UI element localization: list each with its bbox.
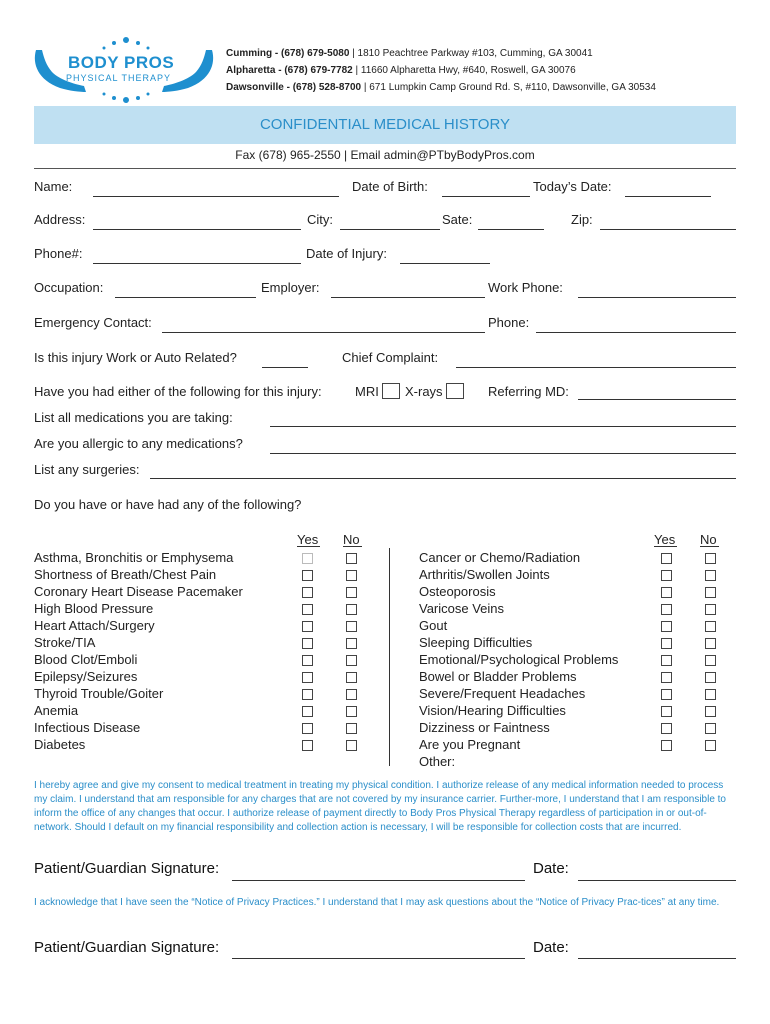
no-header-left: No xyxy=(343,532,360,547)
condition-label: Arthritis/Swollen Joints xyxy=(419,567,550,582)
signature-field-1[interactable] xyxy=(232,880,525,881)
condition-yes-checkbox[interactable] xyxy=(661,587,672,598)
occupation-field[interactable] xyxy=(115,297,256,298)
chief-complaint-field[interactable] xyxy=(456,367,736,368)
work-auto-field[interactable] xyxy=(262,367,308,368)
work-phone-label: Work Phone: xyxy=(488,280,563,295)
medications-label: List all medications you are taking: xyxy=(34,410,233,425)
condition-label: Sleeping Difficulties xyxy=(419,635,533,650)
location-address: 1810 Peachtree Parkway #103, Cumming, GA 30041 xyxy=(357,48,593,59)
yes-underline xyxy=(654,546,677,547)
condition-label: Asthma, Bronchitis or Emphysema xyxy=(34,550,234,565)
xrays-label: X-rays xyxy=(405,384,443,399)
condition-yes-checkbox[interactable] xyxy=(661,570,672,581)
referring-md-field[interactable] xyxy=(578,399,736,400)
name-label: Name: xyxy=(34,179,73,194)
location-address: 11660 Alpharetta Hwy, #640, Roswell, GA 30076 xyxy=(360,65,576,76)
location-phone: (678) 528-8700 xyxy=(292,82,362,93)
conditions-question: Do you have or have had any of the following? xyxy=(34,497,302,512)
yes-underline xyxy=(297,546,320,547)
condition-yes-checkbox[interactable] xyxy=(661,740,672,751)
yes-header-left: Yes xyxy=(297,532,319,547)
signature-label-1: Patient/Guardian Signature: xyxy=(34,860,220,877)
condition-label: Thyroid Trouble/Goiter xyxy=(34,686,164,701)
logo-tagline: PHYSICAL THERAPY xyxy=(66,73,172,83)
condition-yes-checkbox[interactable] xyxy=(661,553,672,564)
state-label: Sate: xyxy=(442,212,473,227)
dob-label: Date of Birth: xyxy=(352,179,428,194)
emergency-phone-field[interactable] xyxy=(536,332,736,333)
condition-label: Cancer or Chemo/Radiation xyxy=(419,550,581,565)
phone-field[interactable] xyxy=(93,263,301,264)
condition-no-checkbox[interactable] xyxy=(705,723,716,734)
allergies-label: Are you allergic to any medications? xyxy=(34,436,243,451)
condition-no-checkbox[interactable] xyxy=(705,621,716,632)
zip-field[interactable] xyxy=(600,229,736,230)
condition-no-checkbox[interactable] xyxy=(346,638,357,649)
date-label-1: Date: xyxy=(533,860,569,877)
privacy-paragraph: I acknowledge that I have seen the “Notice of Privacy Practices.” I understand that I may ask questions about the “Notice of Privacy Prac-tices” at any time. xyxy=(34,897,720,908)
occupation-label: Occupation: xyxy=(34,280,104,295)
condition-label: Stroke/TIA xyxy=(34,635,96,650)
condition-yes-checkbox[interactable] xyxy=(661,604,672,615)
location-phone: (678) 679-7782 xyxy=(284,65,353,76)
condition-yes-checkbox[interactable] xyxy=(661,655,672,666)
date-of-injury-field[interactable] xyxy=(400,263,490,264)
employer-field[interactable] xyxy=(331,297,485,298)
condition-label: Shortness of Breath/Chest Pain xyxy=(34,567,217,582)
no-underline xyxy=(700,546,719,547)
emergency-phone-label: Phone: xyxy=(488,315,530,330)
condition-label: Severe/Frequent Headaches xyxy=(419,686,586,701)
date-label-2: Date: xyxy=(533,939,569,956)
condition-no-checkbox[interactable] xyxy=(705,706,716,717)
condition-no-checkbox[interactable] xyxy=(346,587,357,598)
condition-label: Varicose Veins xyxy=(419,601,505,616)
location-phone: (678) 679-5080 xyxy=(281,48,350,59)
work-phone-field[interactable] xyxy=(578,297,736,298)
condition-yes-checkbox[interactable] xyxy=(302,740,313,751)
referring-md-label: Referring MD: xyxy=(488,384,569,399)
xrays-checkbox[interactable] xyxy=(446,383,464,399)
dob-field[interactable] xyxy=(442,196,530,197)
condition-no-checkbox[interactable] xyxy=(705,672,716,683)
condition-no-checkbox[interactable] xyxy=(705,553,716,564)
imaging-question-label: Have you had either of the following for this injury: xyxy=(34,384,322,399)
page-title: CONFIDENTIAL MEDICAL HISTORY xyxy=(259,116,511,133)
date-field-2[interactable] xyxy=(578,958,736,959)
city-label: City: xyxy=(307,212,333,227)
condition-no-checkbox[interactable] xyxy=(346,740,357,751)
location-city: Dawsonville xyxy=(226,82,284,93)
medications-field[interactable] xyxy=(270,426,736,427)
condition-yes-checkbox[interactable] xyxy=(302,570,313,581)
condition-yes-checkbox[interactable] xyxy=(302,723,313,734)
emergency-contact-label: Emergency Contact: xyxy=(34,315,152,330)
signature-field-2[interactable] xyxy=(232,958,525,959)
yes-header-right: Yes xyxy=(654,532,676,547)
logo-name: BODY PROS xyxy=(68,53,175,72)
condition-yes-checkbox[interactable] xyxy=(302,621,313,632)
condition-yes-checkbox[interactable] xyxy=(302,638,313,649)
condition-label: Osteoporosis xyxy=(419,584,496,599)
condition-no-checkbox[interactable] xyxy=(705,587,716,598)
condition-yes-checkbox[interactable] xyxy=(661,706,672,717)
condition-no-checkbox[interactable] xyxy=(346,553,357,564)
condition-yes-checkbox[interactable] xyxy=(302,706,313,717)
condition-label: High Blood Pressure xyxy=(34,601,154,616)
condition-label: Diabetes xyxy=(34,737,86,752)
condition-yes-checkbox[interactable] xyxy=(302,672,313,683)
surgeries-field[interactable] xyxy=(150,478,736,479)
condition-label: Are you Pregnant xyxy=(419,737,521,752)
location-cumming: Cumming - (678) 679-5080 | 1810 Peachtree Parkway #103, Cumming, GA 30041 xyxy=(226,48,593,59)
date-field-1[interactable] xyxy=(578,880,736,881)
condition-label: Dizziness or Faintness xyxy=(419,720,550,735)
condition-no-checkbox[interactable] xyxy=(705,689,716,700)
condition-no-checkbox[interactable] xyxy=(346,672,357,683)
condition-yes-checkbox[interactable] xyxy=(661,672,672,683)
header-divider xyxy=(34,168,736,169)
condition-yes-checkbox[interactable] xyxy=(302,553,313,564)
condition-yes-checkbox[interactable] xyxy=(661,723,672,734)
condition-label: Heart Attach/Surgery xyxy=(34,618,155,633)
condition-yes-checkbox[interactable] xyxy=(661,689,672,700)
city-field[interactable] xyxy=(340,229,440,230)
surgeries-label: List any surgeries: xyxy=(34,462,140,477)
location-alpharetta: Alpharetta - (678) 679-7782 | 11660 Alpharetta Hwy, #640, Roswell, GA 30076 xyxy=(226,65,576,76)
work-auto-label: Is this injury Work or Auto Related? xyxy=(34,350,237,365)
condition-label: Emotional/Psychological Problems xyxy=(419,652,619,667)
condition-yes-checkbox[interactable] xyxy=(302,604,313,615)
condition-no-checkbox[interactable] xyxy=(705,655,716,666)
condition-label: Blood Clot/Emboli xyxy=(34,652,138,667)
today-date-field[interactable] xyxy=(625,196,711,197)
condition-no-checkbox[interactable] xyxy=(705,604,716,615)
condition-yes-checkbox[interactable] xyxy=(302,587,313,598)
employer-label: Employer: xyxy=(261,280,320,295)
name-field[interactable] xyxy=(93,196,339,197)
fax-email-line: Fax (678) 965-2550 | Email admin@PTbyBodyPros.com xyxy=(235,148,535,162)
condition-no-checkbox[interactable] xyxy=(705,740,716,751)
location-dawsonville: Dawsonville - (678) 528-8700 | 671 Lumpkin Camp Ground Rd. S, #110, Dawsonville, GA 30534 xyxy=(226,82,656,93)
condition-label: Other: xyxy=(419,754,456,769)
location-address: 671 Lumpkin Camp Ground Rd. S, #110, Dawsonville, GA 30534 xyxy=(369,82,656,93)
condition-yes-checkbox[interactable] xyxy=(661,621,672,632)
condition-no-checkbox[interactable] xyxy=(346,621,357,632)
location-city: Cumming xyxy=(226,48,273,59)
condition-label: Epilepsy/Seizures xyxy=(34,669,138,684)
condition-yes-checkbox[interactable] xyxy=(302,655,313,666)
signature-label-2: Patient/Guardian Signature: xyxy=(34,939,220,956)
mri-checkbox[interactable] xyxy=(382,383,400,399)
condition-no-checkbox[interactable] xyxy=(346,689,357,700)
condition-no-checkbox[interactable] xyxy=(346,604,357,615)
address-field[interactable] xyxy=(93,229,301,230)
condition-label: Vision/Hearing Difficulties xyxy=(419,703,566,718)
condition-label: Infectious Disease xyxy=(34,720,141,735)
condition-label: Bowel or Bladder Problems xyxy=(419,669,577,684)
location-city: Alpharetta xyxy=(226,65,276,76)
title-banner xyxy=(34,106,736,144)
address-label: Address: xyxy=(34,212,86,227)
condition-label: Anemia xyxy=(34,703,79,718)
condition-label: Coronary Heart Disease Pacemaker xyxy=(34,584,243,599)
date-of-injury-label: Date of Injury: xyxy=(306,246,387,261)
condition-no-checkbox[interactable] xyxy=(346,570,357,581)
condition-no-checkbox[interactable] xyxy=(346,655,357,666)
allergies-field[interactable] xyxy=(270,453,736,454)
no-header-right: No xyxy=(700,532,717,547)
today-date-label: Today’s Date: xyxy=(533,179,612,194)
condition-yes-checkbox[interactable] xyxy=(661,638,672,649)
chief-complaint-label: Chief Complaint: xyxy=(342,350,439,365)
condition-no-checkbox[interactable] xyxy=(705,638,716,649)
emergency-contact-field[interactable] xyxy=(162,332,485,333)
column-divider xyxy=(389,548,390,766)
condition-no-checkbox[interactable] xyxy=(346,723,357,734)
phone-label: Phone#: xyxy=(34,246,83,261)
state-field[interactable] xyxy=(478,229,544,230)
zip-label: Zip: xyxy=(571,212,593,227)
condition-yes-checkbox[interactable] xyxy=(302,689,313,700)
condition-no-checkbox[interactable] xyxy=(346,706,357,717)
mri-label: MRI xyxy=(355,384,379,399)
condition-no-checkbox[interactable] xyxy=(705,570,716,581)
condition-label: Gout xyxy=(419,618,448,633)
no-underline xyxy=(343,546,362,547)
consent-paragraph: I hereby agree and give my consent to medical treatment in treating my physical condition. I authorize release of any medical information needed to process my claim. I understand that am responsible for any charges that are not covered by my insurance carrier. Further-more, I understand that I am responsible to inform the office of any changes that occur. I authorize release of payment directly to Body Pros Physical Therapy regardless of participation in or out-of-network. Should I default on my financial responsibility and collection action is necessary, I will be responsible for collection costs that are incurred. xyxy=(34,780,726,833)
